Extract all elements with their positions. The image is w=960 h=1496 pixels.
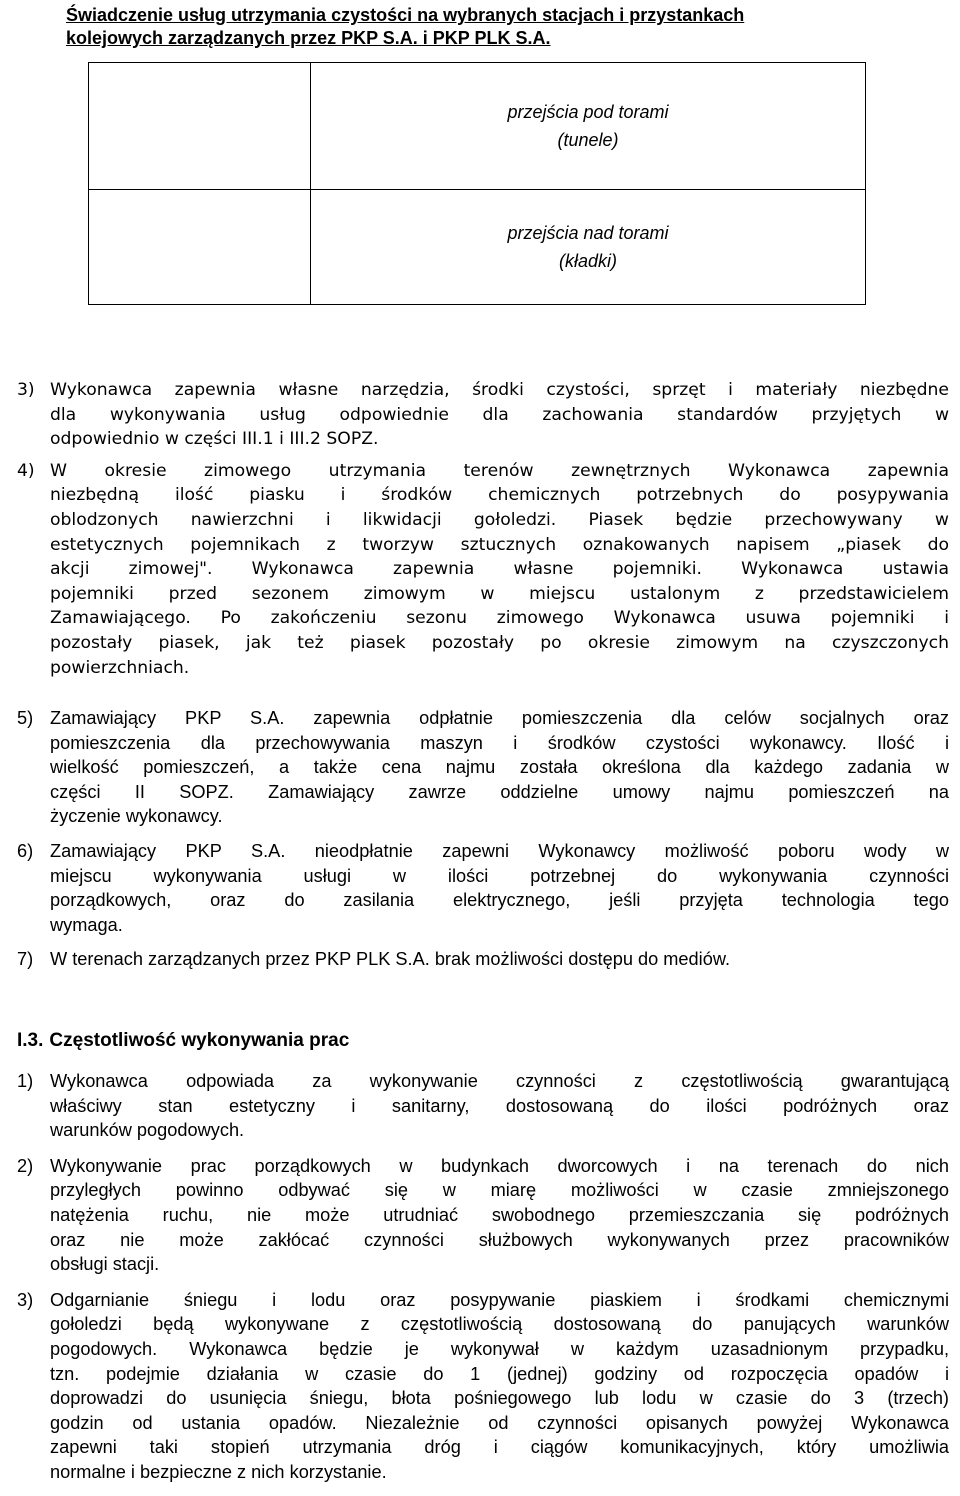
table-cell-right [311,190,866,305]
list-item-text-line: Odgarnianie śniegu i lodu oraz posypywanie piaskiem i środkami chemicznymi [50,1289,949,1310]
cell-text-line: (kładki) [559,251,618,271]
header-line-1: Świadczenie usług utrzymania czystości na wybranych stacjach i przystankach [66,5,745,25]
list-item-text-line: części II SOPZ. Zamawiający zawrze oddzielne umowy najmu pomieszczeń na [50,781,949,802]
list-item-text-line: odpowiednio w części III.1 i III.2 SOPZ. [50,429,379,450]
list-item-text-line: przyległych powinno odbywać się w miarę możliwości w czasie zmniejszonego [50,1180,949,1201]
list-item-number: 3) [17,1289,34,1310]
list-item-text-line: wielkość pomieszczeń, a także cena najmu została określona dla każdego zadania w [50,757,949,778]
table-cell-left [89,190,311,305]
list-item-text-line: W okresie zimowego utrzymania terenów zewnętrznych Wykonawca zapewnia [50,460,949,481]
cell-text-line: przejścia nad torami [507,223,669,243]
list-item-text-line: powierzchniach. [50,657,190,678]
list-item-text-line: życzenie wykonawcy. [50,806,223,827]
list-item-text-line: właściwy stan estetyczny i sanitarny, dostosowaną do ilości podróżnych oraz [50,1095,949,1116]
list-item-text-line: akcji zimowej". Wykonawca zapewnia własne pojemniki. Wykonawca ustawia [50,559,949,580]
list-item-text-line: miejscu wykonywania usługi w ilości potrzebnej do wykonywania czynności [50,865,949,886]
list-item-text-line: pomieszczenia dla przechowywania maszyn i środków czystości wykonawcy. Ilość i [50,732,949,753]
list-item-text-line: natężenia ruchu, nie może utrudniać swobodnego przemieszczania się podróżnych [50,1204,949,1225]
document-header [66,4,926,50]
list-item-number: 5) [17,708,34,728]
list-item-text-line: niezbędną ilość piasku i środków chemicznych potrzebnych do posypywania [50,485,949,506]
list-item [17,839,949,937]
table-row [89,63,866,190]
list-item-number: 6) [17,840,34,861]
list-block-frequency [17,1069,949,1485]
list-item-text-line: pogodowych. Wykonawca będzie je wykonywał w każdym uzasadnionym przypadku, [50,1338,949,1359]
list-item-text-line: pojemniki przed sezonem zimowym w miejscu ustalonym z przedstawicielem [50,583,949,604]
section-title-text: Częstotliwość wykonywania prac [49,1030,350,1051]
list-block-premises [17,706,949,972]
list-item-number: 7) [17,949,34,970]
list-item-text-line: normalne i bezpieczne z nich korzystanie. [50,1461,387,1482]
list-block-equipment [17,378,949,680]
list-item-text-line: estetycznych pojemnikach z tworzyw sztucznych oznakowanych napisem „piasek do [50,534,949,555]
list-item-text-line: tzn. podejmie działania w czasie do 1 (jednej) godziny od rozpoczęcia opadów i [50,1363,949,1384]
list-item-text-line: obsługi stacji. [50,1254,160,1275]
table-cell-left [89,63,311,190]
list-item [17,947,949,972]
list-item [17,1154,949,1277]
list-item [17,378,949,452]
list-item-text-line: gołoledzi będą wykonywane z częstotliwością dostosowaną do panujących warunków [50,1314,949,1335]
list-item-text-line: W terenach zarządzanych przez PKP PLK S.A. brak możliwości dostępu do mediów. [50,949,730,970]
list-item [17,1288,949,1485]
list-item [17,459,949,680]
list-item-text-line: Wykonawca zapewnia własne narzędzia, środki czystości, sprzęt i materiały niezbędne [50,380,949,400]
list-item-number: 2) [17,1155,34,1176]
list-item-text-line: Zamawiający PKP S.A. nieodpłatnie zapewni Wykonawcy możliwość poboru wody w [50,840,949,861]
list-item [17,706,949,829]
cell-text-line: przejścia pod torami [507,102,669,122]
list-item [17,1069,949,1143]
list-item-number: 4) [17,460,35,481]
list-item-text-line: Wykonywanie prac porządkowych w budynkach dworcowych i na terenach do nich [50,1155,949,1176]
table-cell-right [311,63,866,190]
list-item-text-line: doprowadzi do usunięcia śniegu, błota pośniegowego lub lodu w czasie do 3 (trzech) [50,1388,949,1409]
list-item-text-line: Wykonawca odpowiada za wykonywanie czynności z częstotliwością gwarantującą [50,1071,949,1091]
list-item-text-line: Zamawiającego. Po zakończeniu sezonu zimowego Wykonawca usuwa pojemniki i [50,608,949,629]
object-type-table [88,62,866,305]
cell-text-line: (tunele) [557,130,619,150]
list-item-text-line: pozostały piasek, jak też piasek pozostały po okresie zimowym na czyszczonych [50,632,949,653]
list-item-text-line: zapewni taki stopień utrzymania dróg i ciągów komunikacyjnych, który umożliwia [50,1437,949,1458]
list-item-text-line: warunków pogodowych. [50,1120,245,1141]
section-number: I.3. [17,1030,44,1051]
list-item-text-line: wymaga. [50,914,123,935]
list-item-text-line: godzin od ustania opadów. Niezależnie od czynności opisanych powyżej Wykonawca [50,1412,949,1433]
list-item-text-line: dla wykonywania usług odpowiednie dla zachowania standardów przyjętych w [50,404,949,425]
list-item-text-line: oblodzonych nawierzchni i likwidacji gołoledzi. Piasek będzie przechowywany w [50,509,949,530]
list-item-text-line: Zamawiający PKP S.A. zapewnia odpłatnie pomieszczenia dla celów socjalnych oraz [50,708,949,728]
table-row [89,190,866,305]
list-item-text-line: porządkowych, oraz do zasilania elektrycznego, jeśli przyjęta technologia tego [50,890,949,911]
section-heading [17,1028,349,1054]
list-item-number: 3) [17,380,35,400]
list-item-text-line: oraz nie może zakłócać czynności służbowych wykonywanych przez pracowników [50,1229,949,1250]
header-line-2: kolejowych zarządzanych przez PKP S.A. i PKP PLK S.A. [66,28,551,48]
list-item-number: 1) [17,1071,34,1091]
